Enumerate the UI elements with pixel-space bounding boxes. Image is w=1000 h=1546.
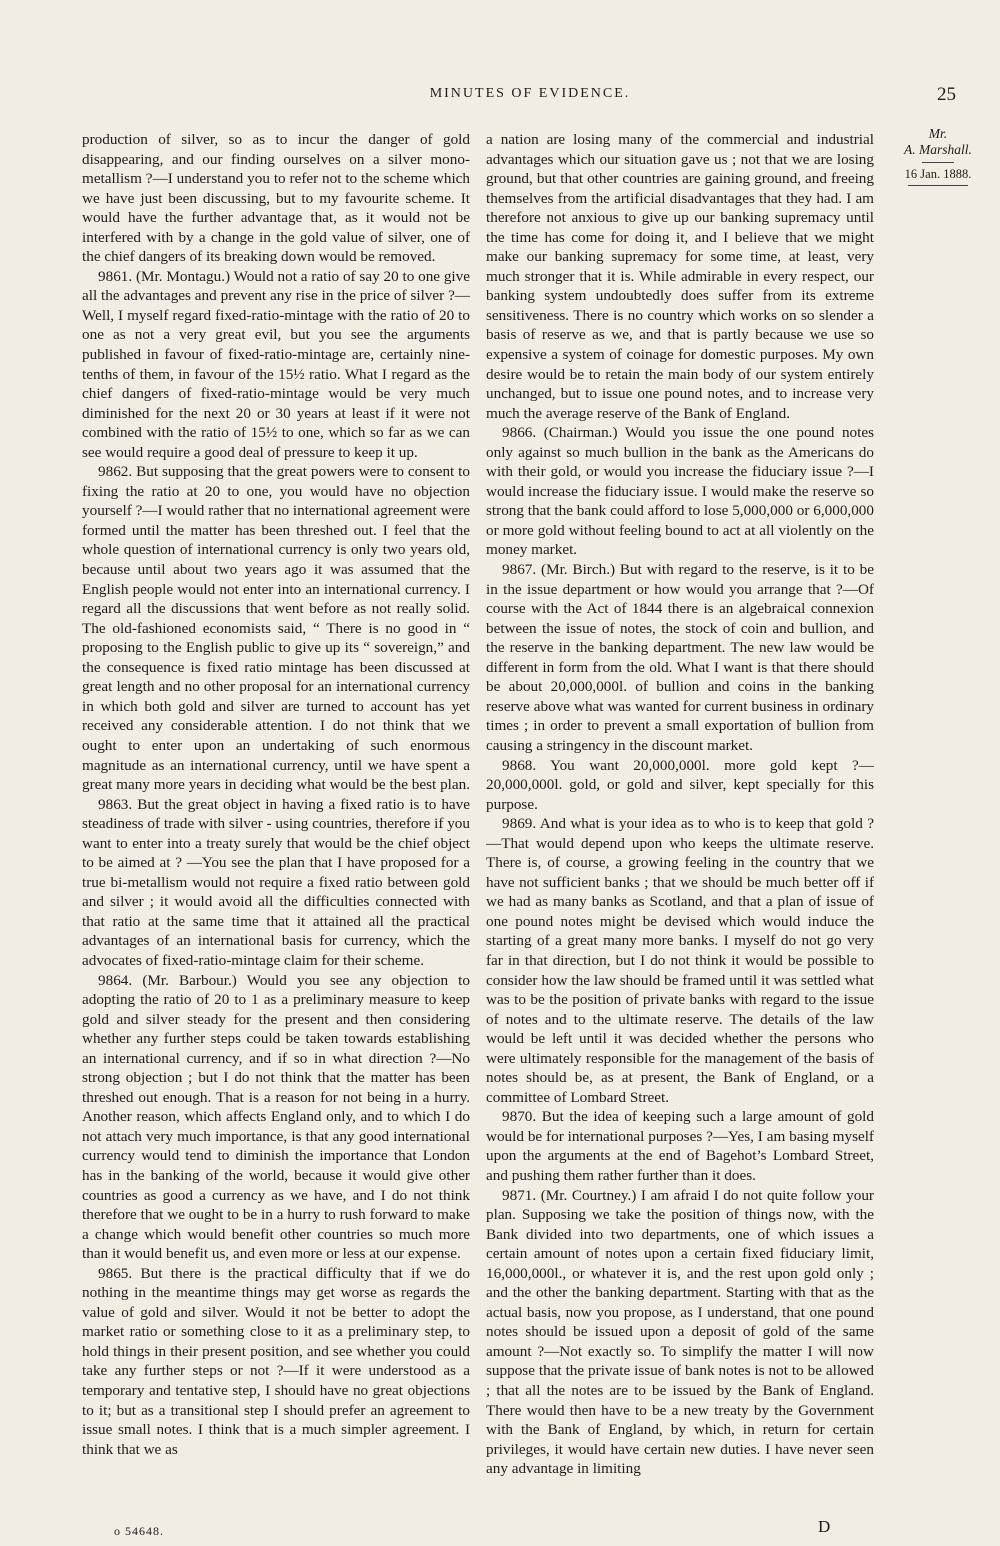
paragraph: 9869. And what is your idea as to who is to keep that gold ?—That would depend upon who keeps the ultimate reserve. There is, of course, a growing feeling in the country that we have not sufficient banks ; that we should be much better off if we had as many banks as Scotland, and that a plan of issue of one pound notes might be devised which would induce the starting of a great many more banks. I myself do not go very far in that direction, but I do not think it would be possible to consider how the law should be framed until it was settled what was to be the position of private banks with regard to the issue of notes and to the ultimate reserve. The details of the law would be left until it was decided whether the persons who were ultimately responsible for the management of the basis of notes should be, as at present, the Bank of England, or a committee of Lombard Street. <box>486 815 874 1106</box>
paragraph: production of silver, so as to incur the danger of gold disappearing, and our finding ourselves on a silver mono-metallism ?—I understand you to refer not to the scheme which we have just been discussing, but to my favourite scheme. It would have the further advantage that, as it would not be interfered with by a change in the gold value of silver, one of the chief dangers of its breaking down would be removed. <box>82 131 470 266</box>
paragraph: 9868. You want 20,000,000l. more gold kept ?—20,000,000l. gold, or gold and silver, kept specially for this purpose. <box>486 756 874 813</box>
print-code: o 54648. <box>114 1524 164 1538</box>
paragraph: 9861. (Mr. Montagu.) Would not a ratio of say 20 to one give all the advantages and prevent any rise in the price of silver ?—Well, I myself regard fixed-ratio-mintage with the ratio of 20 to one as not a very great evil, but you see the arguments published in favour of fixed-ratio-mintage are, certainly nine-tenths of them, in favour of the 15½ ratio. What I regard as the chief dangers of fixed-ratio-mintage would be very much diminished for the next 20 or 30 years at least if it were not combined with the ratio of 15½ to one, which so far as we can see would require a good deal of pressure to keep it up. <box>82 267 470 461</box>
paragraph: 9866. (Chairman.) Would you issue the one pound notes only against so much bullion in the bank as the Americans do with their gold, or would you increase the fiduciary issue ?—I would increase the fiduciary issue. I would make the reserve so strong that the bank could afford to lose 5,000,000 or 6,000,000 or more gold without feeling bound to act at all violently on the money market. <box>486 424 874 559</box>
margin-note <box>888 126 988 189</box>
right-column <box>486 130 874 1479</box>
paragraph: 9867. (Mr. Birch.) But with regard to the reserve, is it to be in the issue department or how would you arrange that ?—Of course with the Act of 1844 there is an algebraical connexion between the issue of notes, the stock of coin and bullion, and the reserve in the banking department. The new law would be different in form from the old. What I want is that there should be about 20,000,000l. of bullion and coins in the banking reserve above what was wanted for current business in ordinary times ; in order to prevent a small exportation of bullion from causing a stringency in the discount market. <box>486 561 874 754</box>
signature-mark: D <box>818 1517 831 1536</box>
paragraph: 9865. But there is the practical difficulty that if we do nothing in the meantime things may get worse as regards the value of gold and silver. Would it not be better to adopt the market ratio or something close to it as a preliminary step, to hold things in their present position, and see whether you could take any further steps or not ?—If it were understood as a temporary and tentative step, I should have no great objections to it; but as a transitional step I should prefer an agreement to issue small notes. I think that is a much simpler agreement. I think that we as <box>82 1264 470 1458</box>
divider <box>922 162 954 163</box>
witness-date: 16 Jan. 1888. <box>904 167 972 181</box>
page-header <box>82 86 978 110</box>
running-title: MINUTES OF EVIDENCE. <box>429 86 631 101</box>
divider <box>908 185 968 186</box>
left-column <box>82 130 470 1459</box>
paragraph: a nation are losing many of the commercial and industrial advantages which our situation gave us ; not that we are losing ground, but that other countries are gaining ground, and freeing themselves from the artificial disadvantages that they had. I am therefore not anxious to give up our banking supremacy until the time has come for doing it, and I believe that we might make our banking supremacy for some time, at least, very much stronger that it is. While admirable in every respect, our banking system undoubtedly does suffer from its extreme sensitiveness. There is no country which works on so slender a basis of reserve as we, and that is partly because we use so expensive a system of coinage for domestic purposes. My own desire would be to retain the main body of our system entirely unchanged, but to issue one pound notes, and to increase very much the average reserve of the Bank of England. <box>486 131 874 422</box>
paragraph: 9871. (Mr. Courtney.) I am afraid I do not quite follow your plan. Supposing we take the position of things now, with the Bank divided into two departments, one of which issues a certain amount of notes upon a certain fixed fiduciary limit, 16,000,000l., or whatever it is, and the rest upon gold only ; and the other the banking department. Starting with that as the actual basis, now you propose, as I understand, that one pound notes should be issued upon a deposit of gold of the same amount ?—Not exactly so. To simplify the matter I will now suppose that the private issue of bank notes is not to be allowed ; that all the notes are to be issued by the Bank of England. There would then have to be a new treaty by the Government with the Bank of England, by which, in return for certain privileges, it would have certain new duties. I have never seen any advantage in limiting <box>486 1186 874 1478</box>
paragraph: 9862. But supposing that the great powers were to consent to fixing the ratio at 20 to one, you would have no objection yourself ?—I would rather that no international agreement were formed until the matter has been threshed out. I feel that the whole question of international currency is only two years old, because until about two years ago it was assumed that the English people would not enter into an international currency. I regard all the discussions that went before as not really solid. The old-fashioned economists said, “ There is no good in “ proposing to the English public to give up its “ sovereign,” and the consequence is fixed ratio mintage has been discussed at great length and no other proposal for an international currency in which both gold and silver are turned to account has yet received any considerable attention. I do not think that we ought to enter upon an undertaking of such enormous magnitude as an international currency, until we have spent a great many more years in deciding what would be the best plan. <box>82 463 471 794</box>
paragraph: 9863. But the great object in having a fixed ratio is to have steadiness of trade with silver - using countries, therefore if you want to enter into a treaty surely that would be the chief object to be aimed at ? —You see the plan that I have proposed for a true bi-metallism would not require a fixed ratio between gold and silver ; it would avoid all the difficulties connected with that ratio at the same time that it attained all the practical advantages of an international basis for currency, which the advocates of fixed-ratio-mintage claim for their scheme. <box>82 795 470 969</box>
page-number: 25 <box>937 84 956 105</box>
paragraph: 9870. But the idea of keeping such a large amount of gold would be for international purposes ?—Yes, I am basing myself upon the arguments at the end of Bagehot’s Lombard Street, and pushing them rather further than it does. <box>486 1108 874 1184</box>
witness-name: A. Marshall. <box>904 142 972 157</box>
witness-title: Mr. <box>928 126 948 141</box>
paragraph: 9864. (Mr. Barbour.) Would you see any objection to adopting the ratio of 20 to 1 as a preliminary measure to keep gold and silver steady for the present and then considering whether any further steps could be taken towards establishing an international currency, and if so in what direction ?—No strong objection ; but I do not think that the matter has been threshed out enough. That is a reason for not being in a hurry. Another reason, which affects England only, and to which I do not attach very much importance, is that any good international currency would tend to diminish the importance that London has in the banking of the world, because it would give other countries as good a currency as we have, and I do not think therefore that we ought to be in a hurry to rush forward to make a change which would benefit other countries so much more than it would benefit us, and even more or less at our expense. <box>82 971 470 1263</box>
